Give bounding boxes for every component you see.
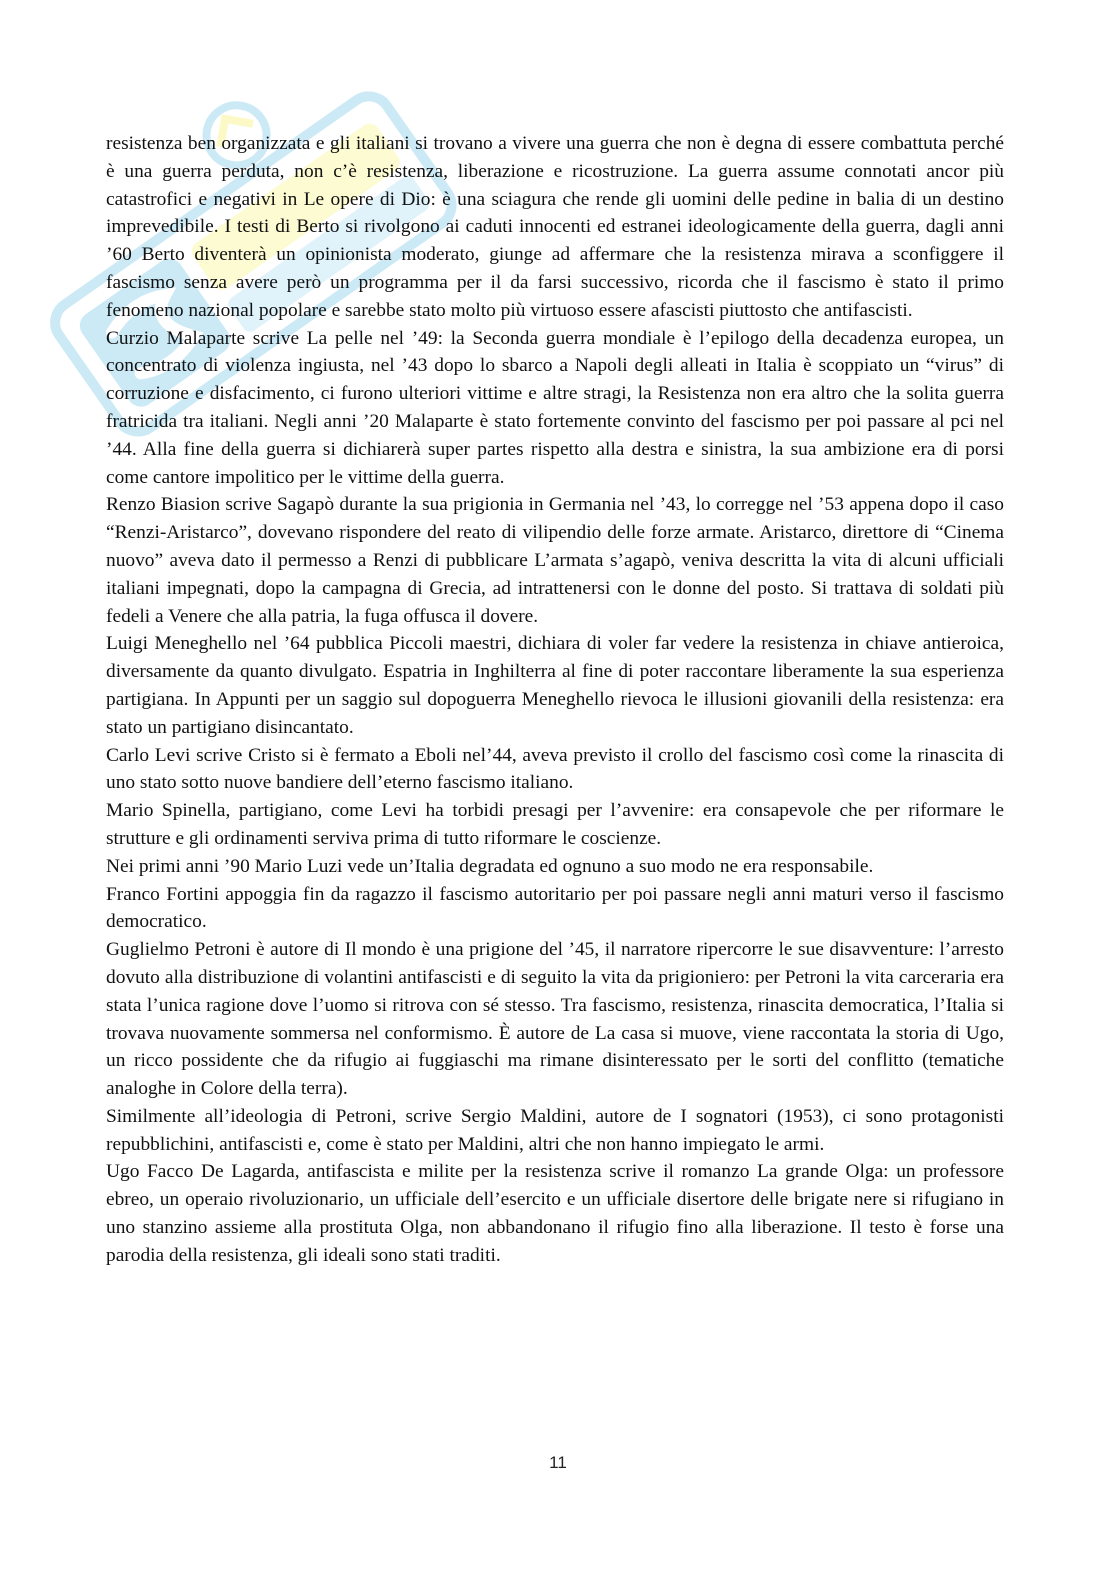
paragraph: Luigi Meneghello nel ’64 pubblica Piccoli maestri, dichiara di voler far vedere la resistenza in chiave antieroica, diversamente da quanto divulgato. Espatria in Inghilterra al fine di poter raccontare liberamente la sua esperienza partigiana. In Appunti per un saggio sul dopoguerra Meneghello rievoca le illusioni giovanili della resistenza: era stato un partigiano disincantato. [106,633,1004,738]
paragraph: Guglielmo Petroni è autore di Il mondo è una prigione del ’45, il narratore ripercorre le sue disavventure: l’arresto dovuto alla distribuzione di volantini antifascisti e di seguito la vita da prigioniero: per Petroni la vita carceraria era stata l’unica ragione dove l’uomo si ritrova con sé stesso. Tra fascismo, resistenza, rinascita democratica, l’Italia si trovava nuovamente sommersa nel conformismo. È autore de La casa si muove, viene raccontata la storia di Ugo, un ricco possidente che da rifugio ai fuggiaschi ma rimane disinteressato per le sorti del conflitto (tematiche analoghe in Colore della terra). [106,939,1004,1100]
page-number: 11 [549,1453,567,1472]
paragraph: Ugo Facco De Lagarda, antifascista e milite per la resistenza scrive il romanzo La grande Olga: un professore ebreo, un operaio rivoluzionario, un ufficiale dell’esercito e un ufficiale disertore delle brigate nere si rifugiano in uno stanzino assieme alla prostituta Olga, non abbandonano il rifugio fino alla liberazione. Il testo è forse una parodia della resistenza, gli ideali sono stati traditi. [106,1161,1004,1266]
paragraph: Nei primi anni ’90 Mario Luzi vede un’Italia degradata ed ognuno a suo modo ne era responsabile. [106,855,874,877]
paragraph: Similmente all’ideologia di Petroni, scrive Sergio Maldini, autore de I sognatori (1953), ci sono protagonisti repubblichini, antifascisti e, come è stato per Maldini, altri che non hanno impiegato le armi. [106,1105,1004,1155]
body-text [106,130,1004,1270]
paragraph: Renzo Biasion scrive Sagapò durante la sua prigionia in Germania nel ’43, lo corregge nel ’53 appena dopo il caso “Renzi-Aristarco”, dovevano rispondere del reato di vilipendio delle forze armate. Aristarco, direttore di “Cinema nuovo” aveva dato il permesso a Renzi di pubblicare L’armata s’agapò, veniva descritta la vita di alcuni ufficiali italiani impegnati, dopo la campagna di Grecia, ad intrattenersi con le donne del posto. Si trattava di soldati più fedeli a Venere che alla patria, la fuga offusca il dovere. [106,494,1004,627]
paragraph: Carlo Levi scrive Cristo si è fermato a Eboli nel’44, aveva previsto il crollo del fascismo così come la rinascita di uno stato sotto nuove bandiere dell’eterno fascismo italiano. [106,744,1004,794]
paragraph: Franco Fortini appoggia fin da ragazzo il fascismo autoritario per poi passare negli anni maturi verso il fascismo democratico. [106,883,1004,933]
paragraph: Mario Spinella, partigiano, come Levi ha torbidi presagi per l’avvenire: era consapevole che per riformare le strutture e gli ordinamenti serviva prima di tutto riformare le coscienze. [106,800,1004,849]
paragraph: resistenza ben organizzata e gli italiani si trovano a vivere una guerra che non è degna di essere combattuta perché è una guerra perduta, non c’è resistenza, liberazione e ricostruzione. La guerra assume connotati ancor più catastrofici e negativi in Le opere di Dio: è una sciagura che rende gli uomini delle pedine in balia di un destino imprevedibile. I testi di Berto si rivolgono ai caduti innocenti ed estranei ideologicamente della guerra, dagli anni ’60 Berto diventerà un opinionista moderato, giunge ad affermare che la resistenza mirava a sconfiggere il fascismo senza avere però un programma per il da farsi successivo, ricorda che il fascismo è stato il primo fenomeno nazional popolare e sarebbe stato molto più virtuoso essere afascisti piuttosto che antifascisti. [106,133,1004,321]
paragraph: Curzio Malaparte scrive La pelle nel ’49: la Seconda guerra mondiale è l’epilogo della decadenza europea, un concentrato di violenza ingiusta, nel ’43 dopo lo sbarco a Napoli degli alleati in Italia è scoppiato un “virus” di corruzione e disfacimento, ci furono ulteriori vittime e altre stragi, la Resistenza non era altro che la solita guerra fratricida tra italiani. Negli anni ’20 Malaparte è stato fortemente convinto del fascismo per poi passare al pci nel ’44. Alla fine della guerra si dichiarerà super partes rispetto alla destra e sinistra, la sua ambizione era di porsi come cantore impolitico per le vittime della guerra. [106,327,1004,488]
